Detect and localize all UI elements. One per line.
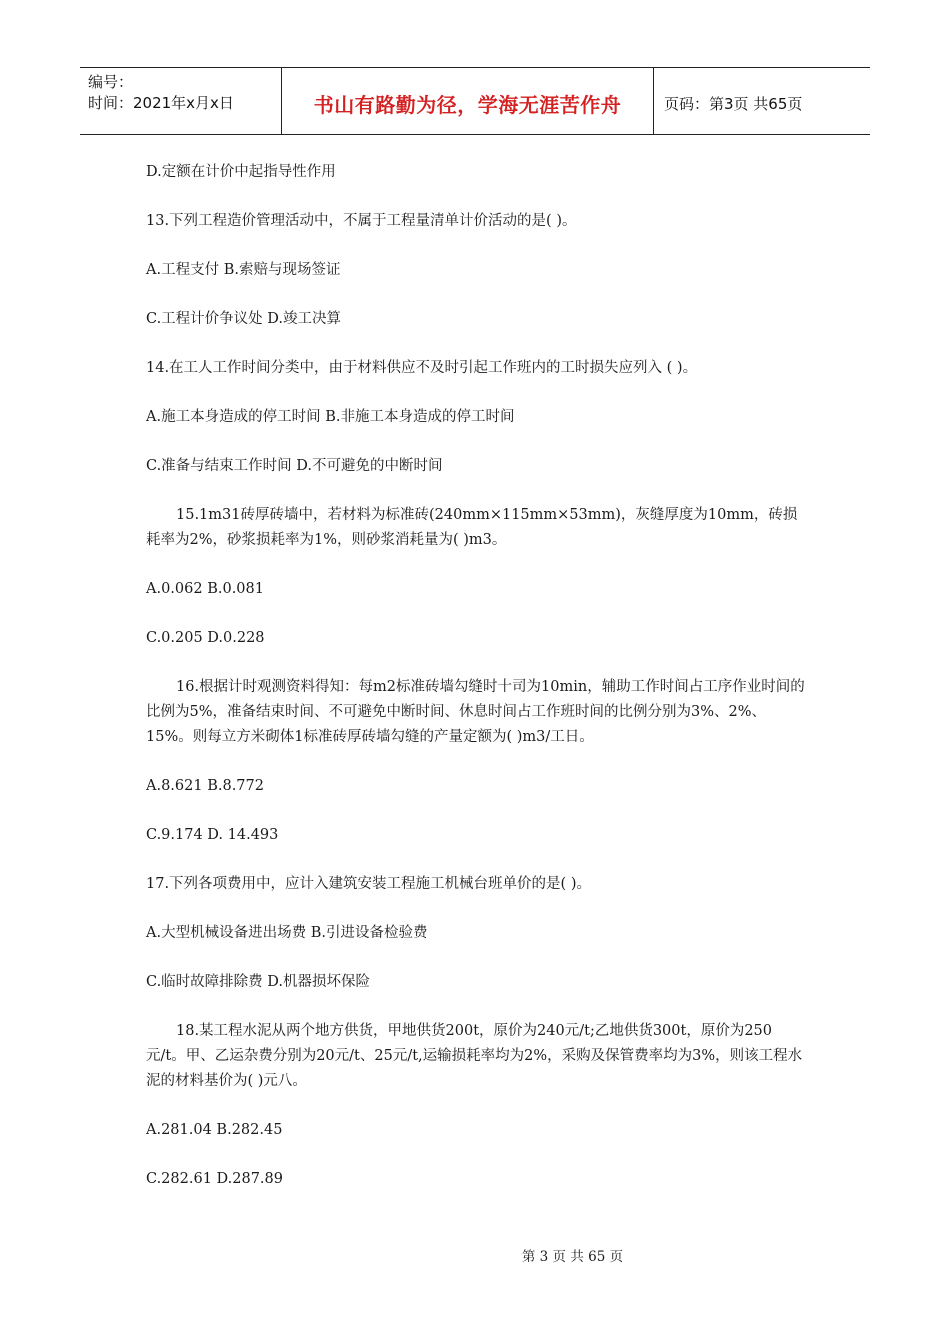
answer-option-line: C.工程计价争议处 D.竣工决算 [146, 311, 342, 327]
answer-option-line: C.准备与结束工作时间 D.不可避免的中断时间 [146, 458, 443, 474]
question-18: 18.某工程水泥从两个地方供货，甲地供货200t，原价为240元/t;乙地供货300t，原价为250元/t。甲、乙运杂费分别为20元/t、25元/t,运输损耗率均为2%，采购及保管费率均为3%，则该工程水泥的材料基价为( )元八。 [146, 1023, 803, 1089]
answer-option-line: C.9.174 D. 14.493 [146, 827, 279, 843]
answer-option-line: C.0.205 D.0.228 [146, 630, 265, 646]
page-header [80, 67, 870, 135]
answer-option-line: A.施工本身造成的停工时间 B.非施工本身造成的停工时间 [146, 409, 515, 425]
question-13: 13.下列工程造价管理活动中，不属于工程量清单计价活动的是( )。 [146, 213, 577, 229]
page-footer: 第 3 页 共 65 页 [521, 1249, 624, 1265]
question-16: 16.根据计时观测资料得知：每m2标准砖墙勾缝时十司为10min，辅助工作时间占工序作业时间的比例为5%，准备结束时间、不可避免中断时间、休息时间占工作班时间的比例分别为3%、2%、15%。则每立方米砌体1标准砖厚砖墙勾缝的产量定额为( )m3/工日。 [146, 679, 805, 745]
answer-option-line: A.281.04 B.282.45 [146, 1122, 283, 1138]
answer-option-line: A.0.062 B.0.081 [146, 581, 264, 597]
header-motto: 书山有路勤为径，学海无涯苦作舟 [282, 68, 654, 134]
answer-option-line: A.工程支付 B.索赔与现场签证 [146, 262, 341, 278]
document-date: 时间：2021年x月x日 [88, 94, 234, 112]
document-number-label: 编号： [88, 73, 134, 91]
question-14: 14.在工人工作时间分类中，由于材料供应不及时引起工作班内的工时损失应列入 ( )。 [146, 360, 698, 376]
question-15: 15.1m31砖厚砖墙中，若材料为标准砖(240mm×115mm×53mm)，灰缝厚度为10mm，砖损耗率为2%，砂浆损耗率为1%，则砂浆消耗量为( )m3。 [146, 507, 798, 548]
document-body [146, 150, 806, 1192]
header-page-info: 页码：第3页 共65页 [664, 94, 803, 113]
answer-option-line: A.8.621 B.8.772 [146, 778, 264, 794]
question-17: 17.下列各项费用中，应计入建筑安装工程施工机械台班单价的是( )。 [146, 876, 591, 892]
answer-option-line: D.定额在计价中起指导性作用 [146, 164, 336, 180]
answer-option-line: C.282.61 D.287.89 [146, 1171, 283, 1187]
answer-option-line: A.大型机械设备进出场费 B.引进设备检验费 [146, 925, 428, 941]
header-meta [80, 68, 282, 134]
answer-option-line: C.临时故障排除费 D.机器损坏保险 [146, 974, 371, 990]
